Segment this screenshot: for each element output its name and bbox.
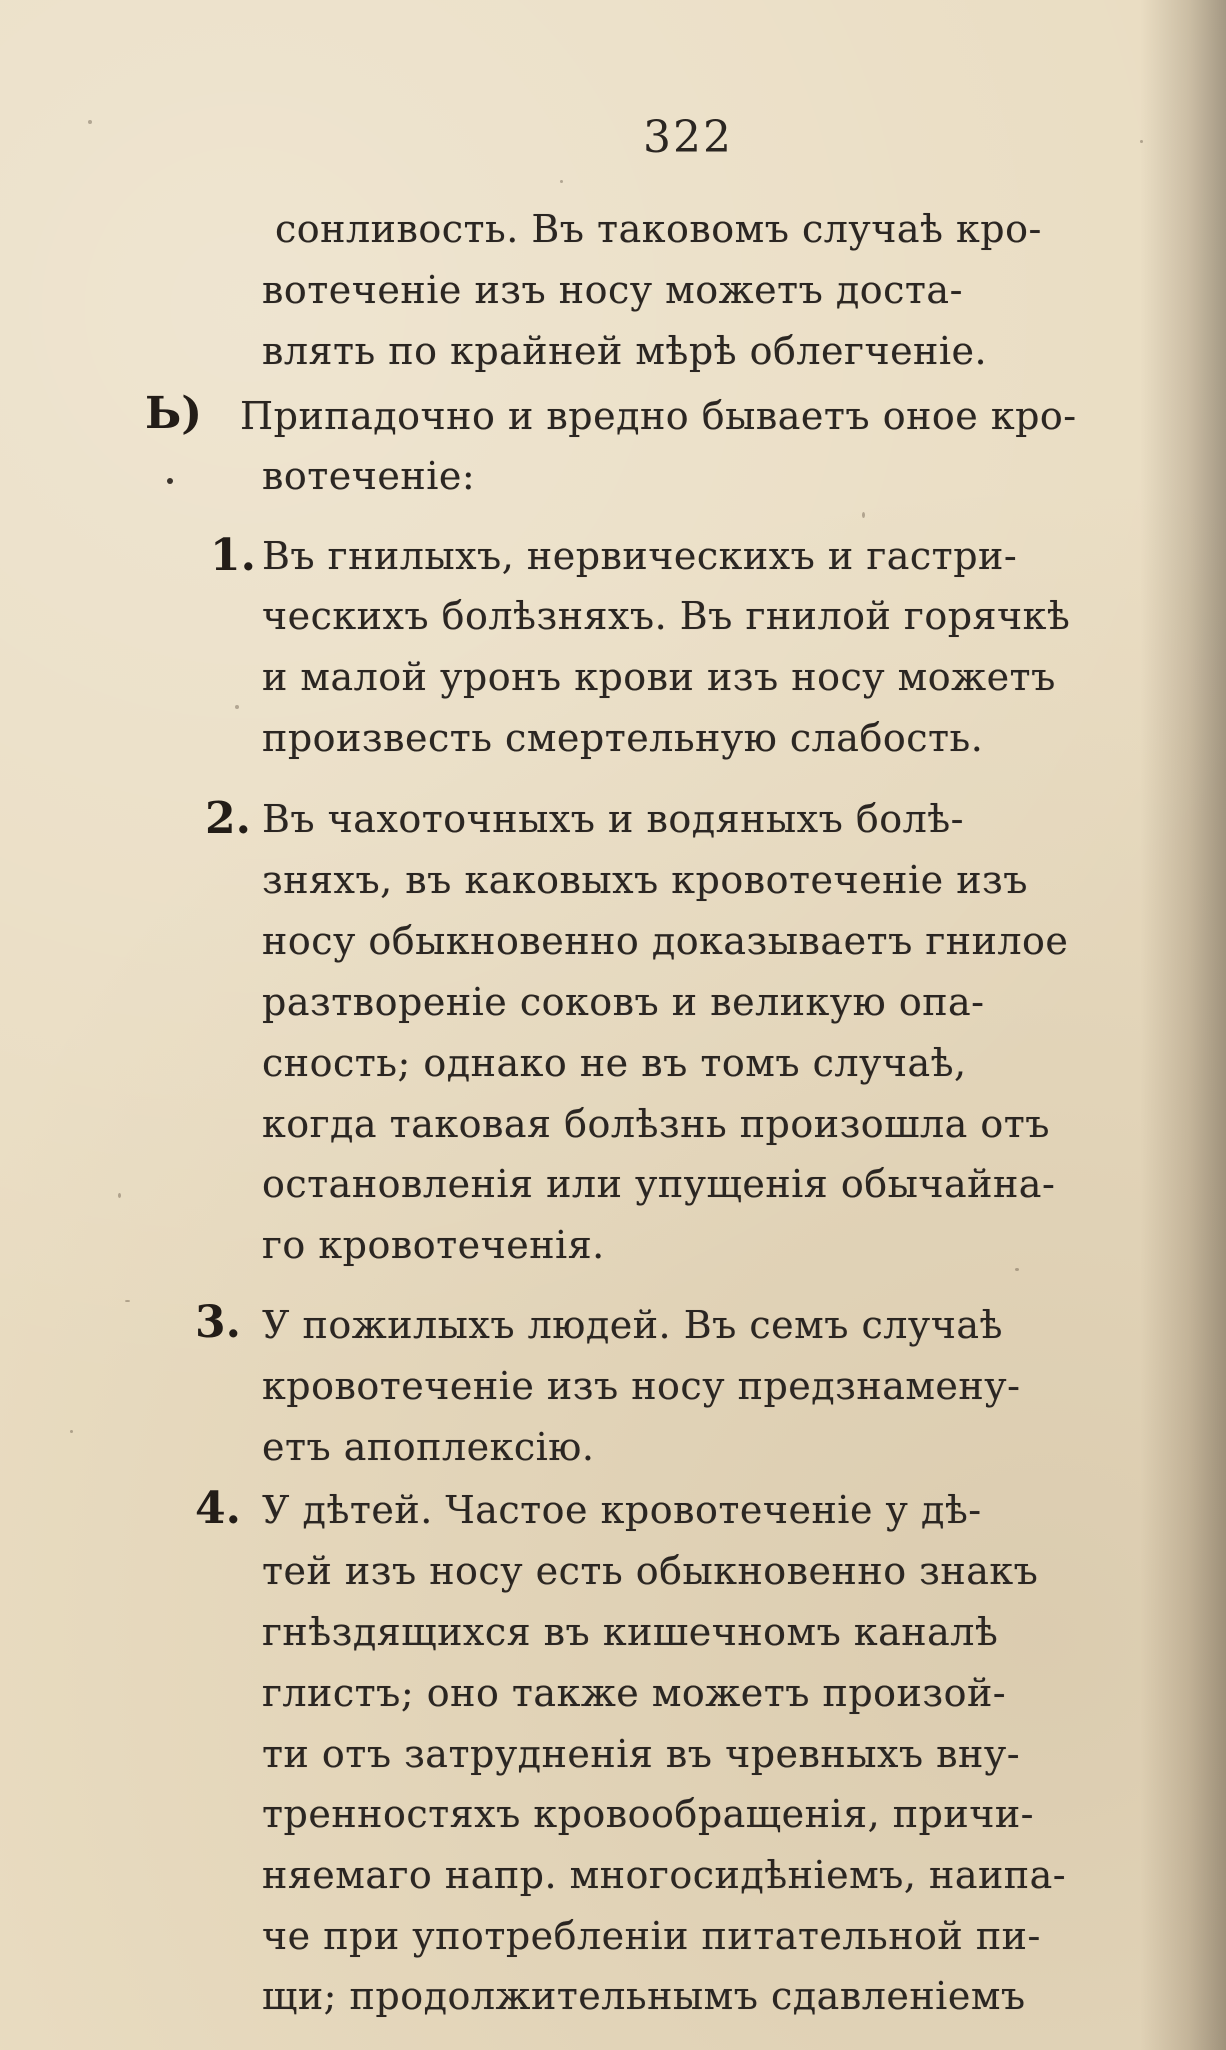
text-line: Въ гнилыхъ, нервическихъ и гастри-	[262, 534, 1018, 578]
text-line: У дѣтей. Частое кровотеченіе у дѣ-	[262, 1488, 982, 1532]
item-number-1: 1.	[210, 530, 256, 581]
text-line: ческихъ болѣзняхъ. Въ гнилой горячкѣ	[262, 594, 1071, 638]
paper-speck	[1015, 1268, 1019, 1271]
text-line: и малой уронъ крови изъ носу можетъ	[262, 655, 1056, 699]
paper-speck	[118, 1193, 121, 1198]
text-line: гнѣздящихся въ кишечномъ каналѣ	[262, 1610, 999, 1654]
text-line: сность; однако не въ томъ случаѣ,	[262, 1041, 967, 1085]
text-line: глистъ; оно также можетъ произой-	[262, 1671, 1007, 1715]
page-number: 322	[643, 112, 733, 163]
paper-speck	[88, 120, 92, 124]
text-line: вотеченіе изъ носу можетъ доста-	[262, 268, 963, 312]
paper-speck	[400, 1812, 402, 1816]
item-number-4: 4.	[195, 1483, 241, 1534]
text-line: произвесть смертельную слабость.	[262, 716, 984, 760]
text-line: етъ апоплексію.	[262, 1425, 595, 1469]
paper-speck	[70, 1430, 73, 1433]
paper-speck	[125, 1300, 130, 1302]
text-line: че при употребленіи питательной пи-	[262, 1914, 1041, 1958]
text-line: сонливость. Въ таковомъ случаѣ кро-	[275, 207, 1042, 251]
text-line: тренностяхъ кровообращенія, причи-	[262, 1792, 1034, 1836]
paper-speck	[560, 180, 563, 183]
text-line: щи; продолжительнымъ сдавленіемъ	[262, 1974, 1026, 2018]
text-line: тей изъ носу есть обыкновенно знакъ	[262, 1549, 1039, 1593]
text-line: вотеченіе:	[262, 454, 476, 498]
item-number-2: 2.	[205, 793, 251, 844]
item-number-3: 3.	[195, 1297, 241, 1348]
paper-speck	[1140, 140, 1143, 143]
paper-speck	[235, 705, 239, 709]
text-line: ти отъ затрудненія въ чревныхъ вну-	[262, 1732, 1021, 1776]
text-line: няемаго напр. многосидѣніемъ, наипа-	[262, 1853, 1067, 1897]
text-line: когда таковая болѣзнь произошла отъ	[262, 1102, 1050, 1146]
text-line: Припадочно и вредно бываетъ оное кро-	[240, 394, 1077, 438]
text-line: разтвореніе соковъ и великую опа-	[262, 980, 985, 1024]
section-marker-b: Ь)	[145, 388, 203, 439]
paper-speck	[862, 512, 865, 518]
text-line: го кровотеченія.	[262, 1223, 605, 1267]
bullet-dot	[167, 478, 173, 484]
text-line: зняхъ, въ каковыхъ кровотеченіе изъ	[262, 858, 1028, 902]
text-line: влять по крайней мѣрѣ облегченіе.	[262, 329, 988, 373]
text-line: остановленія или упущенія обычайна-	[262, 1162, 1056, 1206]
text-line: У пожилыхъ людей. Въ семъ случаѣ	[262, 1303, 1003, 1347]
text-line: Въ чахоточныхъ и водяныхъ болѣ-	[262, 797, 965, 841]
text-line: носу обыкновенно доказываетъ гнилое	[262, 919, 1069, 963]
text-line: кровотеченіе изъ носу предзнамену-	[262, 1364, 1021, 1408]
